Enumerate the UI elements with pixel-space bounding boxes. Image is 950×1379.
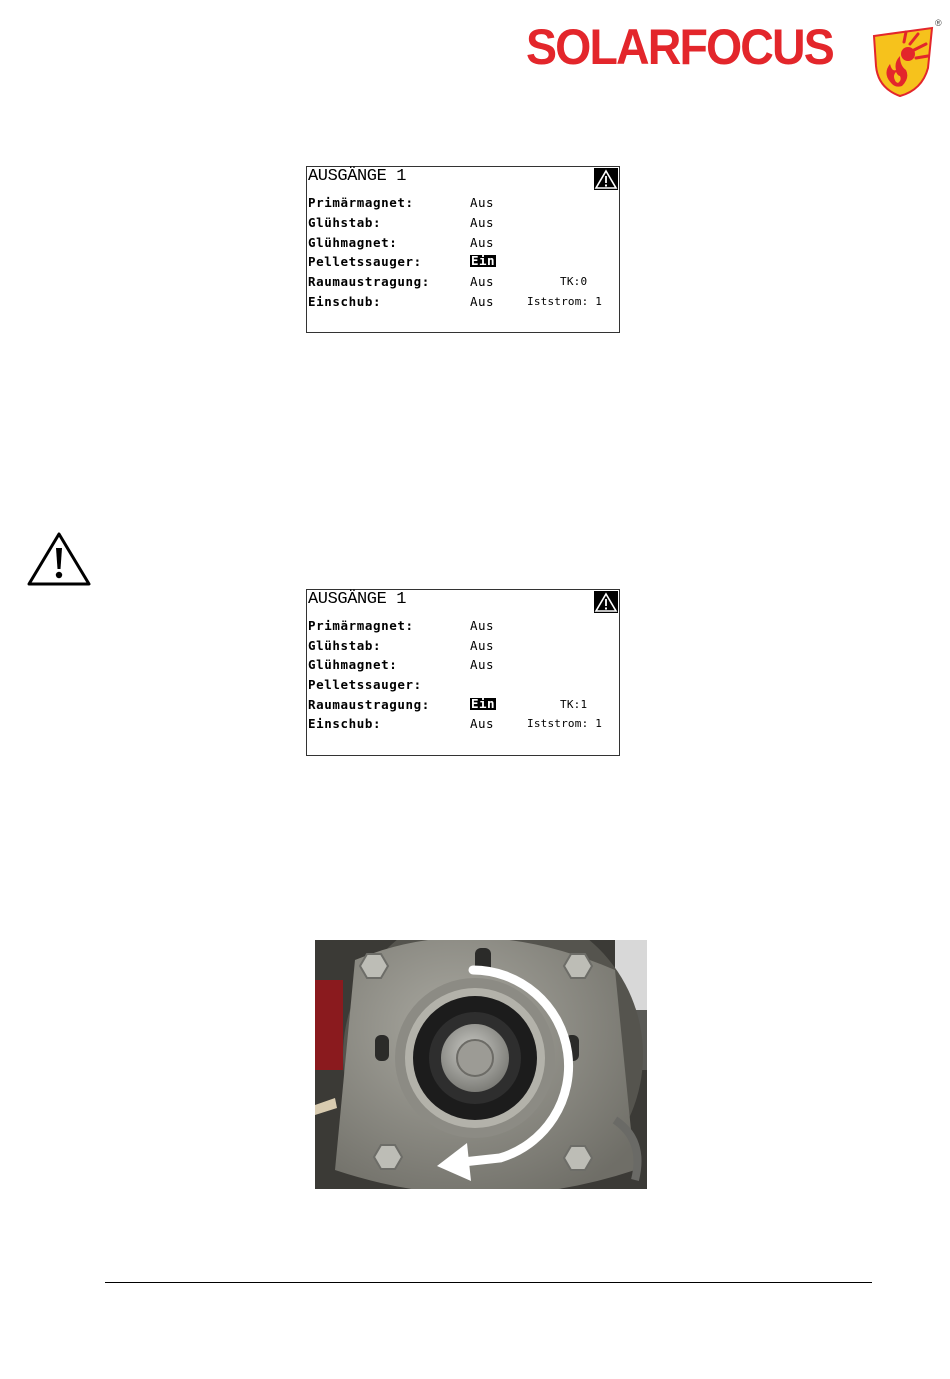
- row-label: Primärmagnet:: [308, 195, 414, 210]
- logo-wordmark: SOLARFOCUS: [526, 19, 833, 75]
- row-label: Pelletssauger:: [308, 254, 422, 269]
- tk-readout: TK:0: [560, 275, 588, 288]
- row-gluehstab: [308, 636, 620, 655]
- logo-flame-shield-icon: [870, 22, 936, 98]
- row-label: Glühmagnet:: [308, 657, 398, 672]
- iststrom-readout: Iststrom: 1: [527, 295, 603, 308]
- row-value[interactable]: Aus: [470, 235, 495, 250]
- rotation-arrow-icon: [315, 940, 647, 1189]
- row-value[interactable]: Aus: [470, 716, 495, 731]
- row-pelletssauger: [308, 675, 620, 694]
- row-raumaustragung: [308, 695, 620, 714]
- row-gluehmagnet: [308, 233, 620, 252]
- row-label: Raumaustragung:: [308, 274, 430, 289]
- warning-icon: [594, 591, 618, 613]
- row-primaermagnet: [308, 616, 620, 635]
- row-raumaustragung: [308, 272, 620, 291]
- row-value[interactable]: Aus: [470, 294, 495, 309]
- footer-divider: [105, 1282, 872, 1283]
- lcd-screen-outputs-1: [306, 166, 620, 333]
- row-label: Raumaustragung:: [308, 697, 430, 712]
- row-value-selected[interactable]: Ein: [471, 696, 496, 711]
- row-value[interactable]: Aus: [470, 195, 495, 210]
- row-value[interactable]: Aus: [470, 274, 495, 289]
- iststrom-readout: Iststrom: 1: [527, 717, 603, 730]
- row-einschub: [308, 714, 620, 733]
- row-einschub: [308, 292, 620, 311]
- row-gluehmagnet: [308, 655, 620, 674]
- row-value[interactable]: Aus: [470, 638, 495, 653]
- row-value-selected[interactable]: Ein: [471, 253, 496, 268]
- row-label: Primärmagnet:: [308, 618, 414, 633]
- row-label: Glühmagnet:: [308, 235, 398, 250]
- row-pelletssauger: [308, 252, 620, 271]
- lcd-title: AUSGÄNGE 1: [308, 167, 407, 186]
- tk-readout: TK:1: [560, 698, 588, 711]
- row-primaermagnet: [308, 193, 620, 212]
- solarfocus-logo: [526, 18, 946, 86]
- row-label: Glühstab:: [308, 215, 382, 230]
- row-value[interactable]: Aus: [470, 215, 495, 230]
- row-label: Pelletssauger:: [308, 677, 422, 692]
- row-value[interactable]: Aus: [470, 657, 495, 672]
- row-value[interactable]: Aus: [470, 618, 495, 633]
- logo-registered-mark: ®: [935, 18, 942, 28]
- row-label: Einschub:: [308, 294, 382, 309]
- lcd-screen-outputs-2: [306, 589, 620, 756]
- row-label: Einschub:: [308, 716, 382, 731]
- row-gluehstab: [308, 213, 620, 232]
- lcd-title: AUSGÄNGE 1: [308, 590, 407, 609]
- motor-rotation-photo: [315, 940, 647, 1189]
- warning-triangle-icon: [26, 531, 92, 587]
- row-label: Glühstab:: [308, 638, 382, 653]
- warning-icon: [594, 168, 618, 190]
